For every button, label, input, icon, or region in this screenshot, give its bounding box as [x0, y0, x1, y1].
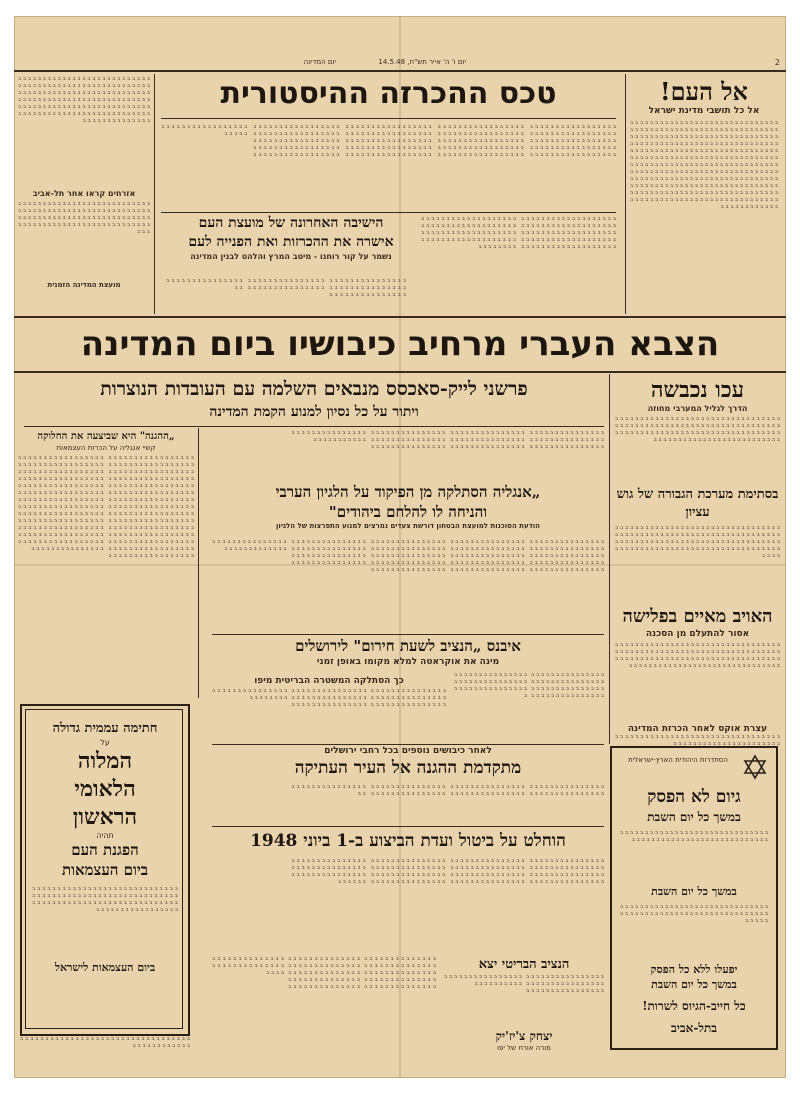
- proclamation-subtitle: אל כל תושבי מדינת ישראל: [648, 106, 760, 116]
- jerusalem-block: [212, 636, 604, 667]
- sabbath-signature: בתל-אביב: [670, 1021, 718, 1035]
- sabbath-bottom-1: יפעלו ללא כל הפסק: [650, 963, 738, 976]
- press-headline: פרשני לייק-סאכסס מנבאים השלמה עם העובדות הנוצרות: [100, 378, 528, 400]
- council-headline-2: אישרה את ההכרזות ואת הפנייה לעם: [188, 234, 394, 250]
- jaffa-title: כך הסתלקה המשטרה הבריטית מיפו: [254, 676, 404, 686]
- sabbath-body-2: ב ב ב ב ב ב ב ב ב ב ב ב ב ב ב ב ב ב ב ב ב ב ב ב ב ב ב ב ב ב ב ב ב ב ב ב ב ב ב ב ב ב ב ב ב ב ב ב ב ב ב ב ב ב ב ב ב ב ב ב ב ב ב ב ב: [620, 904, 768, 924]
- enemy-body: ב ב ב ב ב ב ב ב ב ב ב ב ב ב ב ב ב ב ב ב ב ב ב ב ב ב ב ב ב ב ב ב ב ב ב ב ב ב ב ב ב ב ב ב ב ב ב ב ב ב ב ב ב ב ב ב ב ב ב ב ב ב ב ב ב ב ב ב ב ב ב ב ב ב ב ב ב ב ב ב ב ב ב ב ב ב ב ב ב ב ב ב ב ב ב ב ב ב ב ב ב ב ב ב ב ב ב ב ב ב ב ב ב ב ב ב ב ב ב ב ב ב ב ב ב ב ב ב ב ב: [615, 642, 780, 669]
- england-headline-1: „אנגליה הסתלקה מן הפיקוד על הלגיון הערבי: [275, 483, 541, 501]
- england-body: ב ב ב ב ב ב ב ב ב ב ב ב ב ב ב ב ב ב ב ב ב ב ב ב ב ב ב ב ב ב ב ב ב ב ב ב ב ב ב ב ב ב ב ב ב ב ב ב ב ב ב ב ב ב ב ב ב ב ב ב ב ב ב ב ב ב ב ב ב ב ב ב ב ב ב ב ב ב ב ב ב ב ב ב ב ב ב ב ב ב ב ב ב ב ב ב ב ב ב ב ב ב ב ב ב ב ב ב ב ב ב ב ב ב ב ב ב ב ב ב ב ב ב ב ב ב ב ב ב ב ב ב ב ב ב ב ב ב ב ב ב ב ב ב ב ב ב ב ב ב ב ב ב ב ב ב ב ב ב ב ב ב ב ב ב ב ב ב ב ב ב ב ב ב ב ב ב ב ב ב ב ב ב ב ב ב ב ב ב ב ב ב ב ב ב ב ב ב ב ב ב ב ב ב ב ב ב ב ב ב ב ב ב ב ב ב ב ב ב ב ב ב ב ב ב ב ב ב ב ב ב ב ב ב ב ב ב ב ב ב ב ב ב ב ב ב ב ב ב ב ב ב ב ב ב ב ב ב ב ב ב ב ב ב ב ב ב ב ב ב ב ב ב ב ב ב ב ב ב ב ב ב ב ב ב ב ב ב ב ב ב ב ב ב ב ב ב ב ב ב ב ב ב ב ב ב ב ב ב ב ב ב ב: [212, 539, 604, 573]
- tel-aviv-body: ב ב ב ב ב ב ב ב ב ב ב ב ב ב ב ב ב ב ב ב ב ב ב ב ב ב ב ב ב ב ב ב ב ב ב ב ב ב ב ב ב ב ב ב ב ב ב ב ב ב ב ב ב ב ב ב ב ב ב ב ב ב ב ב ב ב ב ב ב ב ב ב ב ב ב ב ב ב ב ב ב ב ב ב ב ב ב ב ב ב ב ב ב ב ב ב ב ב ב ב ב ב ב ב ב ב ב ב ב ב ב ב ב ב ב ב ב ב ב ב ב ב ב ב ב ב ב ב ב ב ב ב ב ב ב ב ב ב ב ב ב ב ב ב ב ב ב ב ב ב ב ב ב ב ב ב ב ב ב ב ב ב ב ב ב ב ב ב ב ב ב ב ב ב ב ב: [18, 76, 150, 124]
- star-of-david-icon: [742, 754, 768, 780]
- sabbath-title-2: במשך כל יום השבת: [647, 810, 741, 824]
- column-rule: [198, 428, 199, 698]
- masthead-rule: [14, 70, 786, 72]
- tel-aviv-column: [18, 76, 150, 289]
- sabbath-body: ב ב ב ב ב ב ב ב ב ב ב ב ב ב ב ב ב ב ב ב ב ב ב ב ב ב ב ב ב ב ב ב ב ב ב ב ב ב ב ב ב ב ב ב ב ב ב ב ב ב ב ב ב ב ב ב ב ב: [620, 830, 768, 843]
- headline-rule: [161, 118, 616, 119]
- sabbath-middle: במשך כל יום השבת: [651, 885, 737, 898]
- loan-line-1: חתימה עממית גדולה: [52, 721, 158, 736]
- loan-line-3: המלוה: [77, 748, 133, 774]
- sabbath-title: גיום לא הפסק: [647, 787, 741, 807]
- loan-line-5: הראשון: [72, 804, 138, 830]
- enemy-title: האויב מאיים בפלישה: [622, 606, 773, 627]
- banner-rule-bottom: [14, 371, 786, 373]
- sabbath-mobilization-ad: [610, 746, 778, 1050]
- loan-ad-body: ב ב ב ב ב ב ב ב ב ב ב ב ב ב ב ב ב ב ב ב ב ב ב ב ב ב ב ב ב ב ב ב ב ב ב ב ב ב ב ב ב ב ב ב ב ב ב ב ב ב ב ב ב ב ב ב ב ב ב ב ב ב ב ב ב ב ב ב ב ב ב ב ב ב ב ב ב ב ב ב ב ב ב ב ב ב ב ב ב ב ב ב ב ב ב ב ב ב ב ב ב ב ב ב: [32, 886, 178, 913]
- curfew-body: ב ב ב ב ב ב ב ב ב ב ב ב ב ב ב ב ב ב ב ב ב ב ב ב ב ב ב ב ב ב ב ב ב ב ב ב ב ב ב ב ב ב ב ב ב ב ב ב ב ב ב ב ב ב ב: [615, 734, 780, 747]
- tel-aviv-body-2: ב ב ב ב ב ב ב ב ב ב ב ב ב ב ב ב ב ב ב ב ב ב ב ב ב ב ב ב ב ב ב ב ב ב ב ב ב ב ב ב ב ב ב ב ב ב ב ב ב ב ב ב ב ב ב ב ב ב ב ב ב ב ב ב ב ב ב ב ב ב ב ב ב ב ב ב ב ב ב ב ב ב ב ב ב ב ב ב ב ב ב ב ב ב ב ב ב ב ב ב ב ב ב ב ב ב ב ב ב ב ב: [18, 201, 150, 235]
- council-body-2: ב ב ב ב ב ב ב ב ב ב ב ב ב ב ב ב ב ב ב ב ב ב ב ב ב ב ב ב ב ב ב ב ב ב ב ב ב ב ב ב ב ב ב ב ב ב ב ב ב ב ב ב ב ב ב ב ב ב ב ב ב ב ב ב ב ב ב ב ב ב ב ב ב ב ב ב ב ב ב ב ב ב ב ב ב ב ב ב ב ב ב ב: [166, 278, 406, 298]
- akko-body: ב ב ב ב ב ב ב ב ב ב ב ב ב ב ב ב ב ב ב ב ב ב ב ב ב ב ב ב ב ב ב ב ב ב ב ב ב ב ב ב ב ב ב ב ב ב ב ב ב ב ב ב ב ב ב ב ב ב ב ב ב ב ב ב ב ב ב ב ב ב ב ב ב ב ב ב ב ב ב ב ב ב ב ב ב ב ב ב ב ב ב ב ב ב ב ב ב ב ב ב ב ב ב ב ב ב ב ב ב ב ב ב ב ב ב ב ב ב ב ב ב ב ב ב ב: [615, 416, 780, 443]
- british-body: ב ב ב ב ב ב ב ב ב ב ב ב ב ב ב ב ב ב ב ב ב ב ב ב ב ב ב ב ב ב ב ב ב ב ב ב ב ב ב ב ב ב ב ב ב ב ב ב ב ב ב ב ב ב ב ב ב ב ב ב ב ב ב ב ב ב ב ב ב ב ב ב ב ב: [444, 974, 604, 994]
- hagana-subtitle: קשיי אנגליה על הכרזת העצמאות: [56, 444, 156, 452]
- newspaper-page: [14, 16, 786, 1078]
- column-rule: [609, 374, 610, 744]
- column-rule: [154, 74, 155, 314]
- enemy-subtitle: אסור להתעלם מן הסכנה: [645, 629, 750, 639]
- jaffa-body: ב ב ב ב ב ב ב ב ב ב ב ב ב ב ב ב ב ב ב ב ב ב ב ב ב ב ב ב ב ב ב ב ב ב ב ב ב ב ב ב ב ב ב ב ב ב ב ב ב ב ב ב ב ב ב ב ב ב ב ב ב ב ב ב ב ב ב ב ב ב ב ב ב ב ב ב ב ב ב ב ב ב ב ב ב ב ב ב ב ב ב ב ב ב ב ב ב ב ב ב ב ב ב ב ב ב ב ב ב ב ב ב ב: [212, 688, 446, 708]
- national-loan-ad: [20, 704, 190, 1036]
- jaffa-block: [212, 676, 446, 750]
- council-caption: מועצת המדינה הזמנית: [47, 281, 121, 289]
- british-headline: הנציב הבריטי יצא: [478, 957, 570, 972]
- etzion-title: בסתימת מערכת הגבורה של גוש עציון: [616, 487, 779, 520]
- yitzhak-subtitle: מורה אורח של יפו: [497, 1044, 551, 1052]
- england-block: [212, 482, 604, 530]
- section-rule: [212, 744, 604, 745]
- jerusalem-subheadline: מינה את אוקראטה למלא מקומו באופן זמני: [316, 657, 500, 667]
- section-rule: [212, 826, 604, 827]
- hagana-column: [18, 430, 194, 705]
- advance-body: ב ב ב ב ב ב ב ב ב ב ב ב ב ב ב ב ב ב ב ב ב ב ב ב ב ב ב ב ב ב ב ב ב ב ב ב ב ב ב ב ב ב ב ב ב ב ב ב ב ב ב ב ב ב ב ב ב ב ב ב ב ב ב ב ב ב ב ב ב ב ב ב ב ב ב ב ב ב ב ב ב ב ב ב ב ב ב ב ב ב ב ב ב ב ב ב ב ב ב ב ב ב ב ב ב ב ב: [291, 784, 604, 797]
- loan-line-4: הלאומי: [74, 776, 136, 802]
- column-rule: [625, 74, 626, 314]
- hagana-title: „ההגנה" היא שביצעה את החלוקה: [37, 431, 175, 442]
- page-number: 2: [774, 58, 780, 67]
- hagana-body: ב ב ב ב ב ב ב ב ב ב ב ב ב ב ב ב ב ב ב ב ב ב ב ב ב ב ב ב ב ב ב ב ב ב ב ב ב ב ב ב ב ב ב ב ב ב ב ב ב ב ב ב ב ב ב ב ב ב ב ב ב ב ב ב ב ב ב ב ב ב ב ב ב ב ב ב ב ב ב ב ב ב ב ב ב ב ב ב ב ב ב ב ב ב ב ב ב ב ב ב ב ב ב ב ב ב ב ב ב ב ב ב ב ב ב ב ב ב ב ב ב ב ב ב ב ב ב ב ב ב ב ב ב ב ב ב ב ב ב ב ב ב ב ב ב ב ב ב ב ב ב ב ב ב ב ב ב ב ב ב ב ב ב ב ב ב ב ב ב ב ב ב ב ב ב ב ב ב ב ב ב ב ב ב ב ב ב ב ב ב ב ב ב ב ב ב ב ב ב ב ב ב ב ב ב ב ב ב ב ב ב ב ב ב ב ב ב ב ב ב ב ב ב ב ב ב ב ב ב ב ב ב ב ב ב ב ב ב ב ב ב ב ב ב ב ב ב ב ב ב ב ב ב ב ב ב ב ב ב ב ב ב ב ב ב ב ב ב ב ב ב ב ב ב ב ב ב ב ב ב ב ב ב ב ב ב ב ב ב ב ב ב ב ב ב ב ב ב ב ב ב ב ב ב ב ב ב ב ב ב ב ב ב ב ב ב ב ב ב ב ב ב ב ב ב ב ב ב ב ב ב ב ב ב ב ב ב ב ב ב ב ב ב ב ב ב ב ב ב ב ב ב ב ב ב ב ב ב ב ב ב ב ב ב ב ב ב ב ב ב ב ב ב ב ב ב ב ב ב ב ב ב ב ב ב ב ב ב ב ב ב ב ב ב ב ב ב ב ב ב ב ב ב ב ב ב ב ב ב ב ב ב ב ב ב ב ב ב ב ב ב ב ב ב ב ב ב ב ב ב ב ב ב ב ב ב ב ב ב ב ב ב ב ב ב ב ב ב ב ב ב ב ב ב ב ב ב ב ב ב ב ב ב ב ב ב ב ב ב ב ב ב ב ב ב ב ב ב ב ב ב ב ב ב ב ב ב ב ב ב ב: [18, 455, 194, 559]
- loan-footer: ביום העצמאות לישראל: [54, 961, 156, 974]
- advance-headline: מתקדמת ההגנה אל העיר העתיקה: [294, 758, 522, 778]
- loan-line-7: הפגנת העם: [71, 841, 139, 859]
- cancel-body: ב ב ב ב ב ב ב ב ב ב ב ב ב ב ב ב ב ב ב ב ב ב ב ב ב ב ב ב ב ב ב ב ב ב ב ב ב ב ב ב ב ב ב ב ב ב ב ב ב ב ב ב ב ב ב ב ב ב ב ב ב ב ב ב ב ב ב ב ב ב ב ב ב ב ב ב ב ב ב ב ב ב ב ב ב ב ב ב ב ב ב ב ב ב ב ב ב ב ב ב ב ב ב ב ב ב ב ב ב ב ב ב ב ב ב ב ב ב ב ב ב ב ב ב ב ב ב ב ב ב ב ב ב ב ב ב ב ב ב ב ב ב ב ב ב ב ב ב ב ב ב ב ב ב ב ב ב ב ב ב ב ב ב ב ב ב ב ב ב ב ב ב ב ב ב ב ב ב ב ב ב ב ב ב ב ב ב ב ב ב ב ב ב ב ב ב ב ב ב ב ב ב ב ב ב ב ב ב ב ב ב ב ב ב ב ב ב ב ב ב ב ב ב ב ב ב ב ב ב ב ב: [291, 858, 604, 885]
- england-subheadline: הודעת הסוכנות למועצת הבטחון דורשת צעדים נמרצים למנוע התפרצות של הלגיון: [276, 522, 540, 530]
- curfew-title: עצרת אוקס לאחר הכרזת המדינה: [627, 724, 768, 734]
- army-banner-headline: הצבא העברי מרחיב כיבושיו ביום המדינה: [80, 324, 720, 364]
- advance-block: [212, 746, 604, 780]
- etzion-body: ב ב ב ב ב ב ב ב ב ב ב ב ב ב ב ב ב ב ב ב ב ב ב ב ב ב ב ב ב ב ב ב ב ב ב ב ב ב ב ב ב ב ב ב ב ב ב ב ב ב ב ב ב ב ב ב ב ב ב ב ב ב ב ב ב ב ב ב ב ב ב ב ב ב ב ב ב ב ב ב ב ב ב ב ב ב ב ב ב ב ב ב ב ב ב ב ב ב ב ב ב ב ב ב ב ב ב ב ב ב ב ב ב ב ב ב ב ב ב ב ב ב ב ב ב ב ב ב ב ב ב ב ב ב ב ב: [615, 525, 780, 559]
- akko-subtitle: הדרך לגליל המערבי מחוזה: [647, 404, 748, 413]
- loan-line-6: תהיה: [96, 831, 114, 840]
- cancel-headline: הוחלט על ביטול ועדת הביצוע ב-1 ביוני 1948: [250, 831, 566, 851]
- loan-ad-content: [22, 720, 188, 976]
- section-rule: [24, 426, 604, 427]
- proclamation-column: [630, 78, 778, 325]
- paper-name: יום המדינה: [303, 58, 336, 66]
- council-headline-1: הישיבה האחרונה של מועצת העם: [198, 215, 384, 231]
- tel-aviv-title: אזרחים קראו אחר תל-אביב: [32, 189, 136, 198]
- akko-column: [615, 376, 780, 764]
- loan-line-8: ביום העצמאות: [61, 861, 149, 879]
- advance-title: לאחר כיבושים נוספים בכל רחבי ירושלים: [324, 746, 492, 756]
- sabbath-bottom-2: במשך כל יום השבת: [651, 978, 737, 991]
- council-subheadline: נשמר על קור רוחנו - מיטב המרץ והלהט לבנין המדינה: [190, 252, 392, 261]
- sabbath-intro: הסתדרות היהודית הארץ-ישראלית: [628, 756, 728, 764]
- yitzhak-name: יצחק צ'יז'יק: [495, 1029, 553, 1043]
- ceremony-body: ב ב ב ב ב ב ב ב ב ב ב ב ב ב ב ב ב ב ב ב ב ב ב ב ב ב ב ב ב ב ב ב ב ב ב ב ב ב ב ב ב ב ב ב ב ב ב ב ב ב ב ב ב ב ב ב ב ב ב ב ב ב ב ב ב ב ב ב ב ב ב ב ב ב ב ב ב ב ב ב ב ב ב ב ב ב ב ב ב ב ב ב ב ב ב ב ב ב ב ב ב ב ב ב ב ב ב ב ב ב ב ב ב ב ב ב ב ב ב ב ב ב ב ב ב ב ב ב ב ב ב ב ב ב ב ב ב ב ב ב ב ב ב ב ב ב ב ב ב ב ב ב ב ב ב ב ב ב ב ב ב ב ב ב ב ב ב ב ב ב ב ב ב ב ב ב ב ב ב ב ב ב ב ב ב ב ב ב ב ב ב ב ב ב ב ב ב ב ב ב ב ב ב ב ב ב ב ב ב ב ב ב ב ב ב ב ב ב ב ב ב ב ב ב ב ב ב ב ב ב ב ב ב ב ב ב ב ב ב ב ב ב ב ב ב ב ב ב ב ב ב ב ב ב ב ב ב ב ב ב ב ב ב ב ב ב ב ב ב ב ב ב ב ב ב ב ב ב ב ב ב ב ב ב ב ב ב ב ב ב ב ב ב ב ב ב ב ב ב ב ב ב ב ב ב ב ב ב ב ב ב ב ב ב ב ב ב ב ב ב ב ב ב ב ב ב ב ב ב ב ב ב ב ב ב ב ב ב ב ב ב ב ב ב ב ב ב ב ב ב ב ב ב ב ב ב ב ב ב ב ב ב: [161, 124, 616, 158]
- council-headline-block: [166, 214, 416, 261]
- loan-line-2: על: [100, 738, 110, 747]
- england-headline-2: והניחה לו להלחם ביהודים": [328, 503, 488, 521]
- loan-footnote: ב ב ב ב ב ב ב ב ב ב ב ב ב ב ב ב ב ב ב ב ב ב ב ב ב ב ב ב ב ב ב ב ב ב ב ב ב ב ב ב ב ב ב ב ב ב: [20, 1036, 190, 1049]
- lower-body: ב ב ב ב ב ב ב ב ב ב ב ב ב ב ב ב ב ב ב ב ב ב ב ב ב ב ב ב ב ב ב ב ב ב ב ב ב ב ב ב ב ב ב ב ב ב ב ב ב ב ב ב ב ב ב ב ב ב ב ב ב ב ב ב ב ב ב ב ב ב ב ב ב ב ב ב ב ב ב ב ב ב ב ב ב ב ב ב ב ב ב ב ב ב ב ב ב ב ב ב ב ב ב ב ב ב ב ב ב ב ב ב ב ב ב ב ב ב ב ב ב ב ב ב ב ב ב ב ב ב ב ב ב ב ב ב ב ב ב ב ב ב ב ב ב ב ב ב ב ב ב ב ב ב ב ב ב ב ב ב ב ב ב ב ב ב ב ב ב ב ב ב: [212, 956, 436, 990]
- sabbath-slogan: כל חייב-הגיוס לשרות!: [642, 999, 746, 1013]
- jerusalem-body: ב ב ב ב ב ב ב ב ב ב ב ב ב ב ב ב ב ב ב ב ב ב ב ב ב ב ב ב ב ב ב ב ב ב ב ב ב ב ב ב ב ב ב ב ב ב ב ב ב ב ב ב ב ב ב ב ב ב ב ב ב ב ב ב ב ב ב ב ב ב ב ב ב ב ב ב ב ב ב ב ב ב ב ב ב ב ב ב ב ב ב ב ב ב ב ב ב ב ב ב ב ב ב ב ב ב: [454, 672, 604, 699]
- proclamation-title: אל העם!: [660, 77, 748, 106]
- jerusalem-headline: איבנס „הנציב לשעת חירום" לירושלים: [295, 637, 521, 655]
- british-block: [444, 956, 604, 1052]
- date-line: יום ו' ה' אייר תש"ח, 14.5.48: [378, 58, 466, 66]
- press-subheadline: ויתור על כל נסיון למנוע הקמת המדינה: [209, 404, 419, 420]
- section-rule: [161, 212, 616, 213]
- press-body: ב ב ב ב ב ב ב ב ב ב ב ב ב ב ב ב ב ב ב ב ב ב ב ב ב ב ב ב ב ב ב ב ב ב ב ב ב ב ב ב ב ב ב ב ב ב ב ב ב ב ב ב ב ב ב ב ב ב ב ב ב ב ב ב ב ב ב ב ב ב ב ב ב ב ב ב ב ב ב ב ב ב ב ב ב ב ב ב ב ב ב ב ב ב ב ב ב ב ב ב ב ב ב ב ב ב ב ב ב ב ב ב ב ב ב ב ב ב ב ב ב ב ב ב ב ב ב ב ב ב ב ב ב ב ב ב ב ב ב ב ב ב ב ב ב ב ב ב ב ב ב ב ב ב ב ב ב ב ב ב ב: [291, 430, 604, 450]
- ceremony-headline: טכס ההכרזה ההיסטורית: [220, 76, 557, 111]
- press-block: [24, 376, 604, 422]
- proclamation-body: ב ב ב ב ב ב ב ב ב ב ב ב ב ב ב ב ב ב ב ב ב ב ב ב ב ב ב ב ב ב ב ב ב ב ב ב ב ב ב ב ב ב ב ב ב ב ב ב ב ב ב ב ב ב ב ב ב ב ב ב ב ב ב ב ב ב ב ב ב ב ב ב ב ב ב ב ב ב ב ב ב ב ב ב ב ב ב ב ב ב ב ב ב ב ב ב ב ב ב ב ב ב ב ב ב ב ב ב ב ב ב ב ב ב ב ב ב ב ב ב ב ב ב ב ב ב ב ב ב ב ב ב ב ב ב ב ב ב ב ב ב ב ב ב ב ב ב ב ב ב ב ב ב ב ב ב ב ב ב ב ב ב ב ב ב ב ב ב ב ב ב ב ב ב ב ב ב ב ב ב ב ב ב ב ב ב ב ב ב ב ב ב ב ב ב ב ב ב ב ב ב ב ב ב ב ב ב ב ב ב ב ב ב ב ב ב ב ב ב ב ב ב ב ב ב ב ב ב ב ב ב ב ב ב ב ב ב ב ב ב ב ב ב ב ב ב ב ב ב ב ב ב ב ב ב ב ב ב ב ב ב ב ב ב ב ב ב ב ב ב ב ב ב ב ב ב ב ב ב ב ב ב ב ב ב ב ב ב ב ב ב ב ב ב ב ב ב ב ב ב ב ב ב ב ב ב ב ב ב ב ב ב ב ב ב ב ב ב ב ב ב ב ב ב ב ב ב ב ב ב ב ב ב ב ב ב ב ב ב ב ב ב ב ב ב ב ב ב ב ב ב ב ב ב ב ב ב ב ב ב ב ב ב ב ב ב ב ב ב ב ב ב: [630, 120, 778, 210]
- akko-title: עכו נכבשה: [650, 377, 745, 403]
- council-body: ב ב ב ב ב ב ב ב ב ב ב ב ב ב ב ב ב ב ב ב ב ב ב ב ב ב ב ב ב ב ב ב ב ב ב ב ב ב ב ב ב ב ב ב ב ב ב ב ב ב ב ב ב ב ב ב ב ב ב ב ב ב ב ב ב ב ב ב ב ב ב ב ב ב ב ב ב ב ב ב ב ב ב ב ב ב ב ב ב ב ב ב ב ב ב ב ב ב ב ב ב ב ב ב ב ב ב ב ב ב ב ב ב ב ב ב ב ב ב ב ב ב ב ב ב ב ב ב ב ב ב ב ב ב ב ב ב ב ב ב ב ב ב ב ב ב ב ב ב ב ב ב ב ב ב ב ב ב ב ב ב ב ב ב ב ב ב ב ב ב ב ב ב ב ב ב ב ב ב: [421, 216, 616, 250]
- section-rule: [212, 634, 604, 635]
- banner-rule-top: [14, 316, 786, 318]
